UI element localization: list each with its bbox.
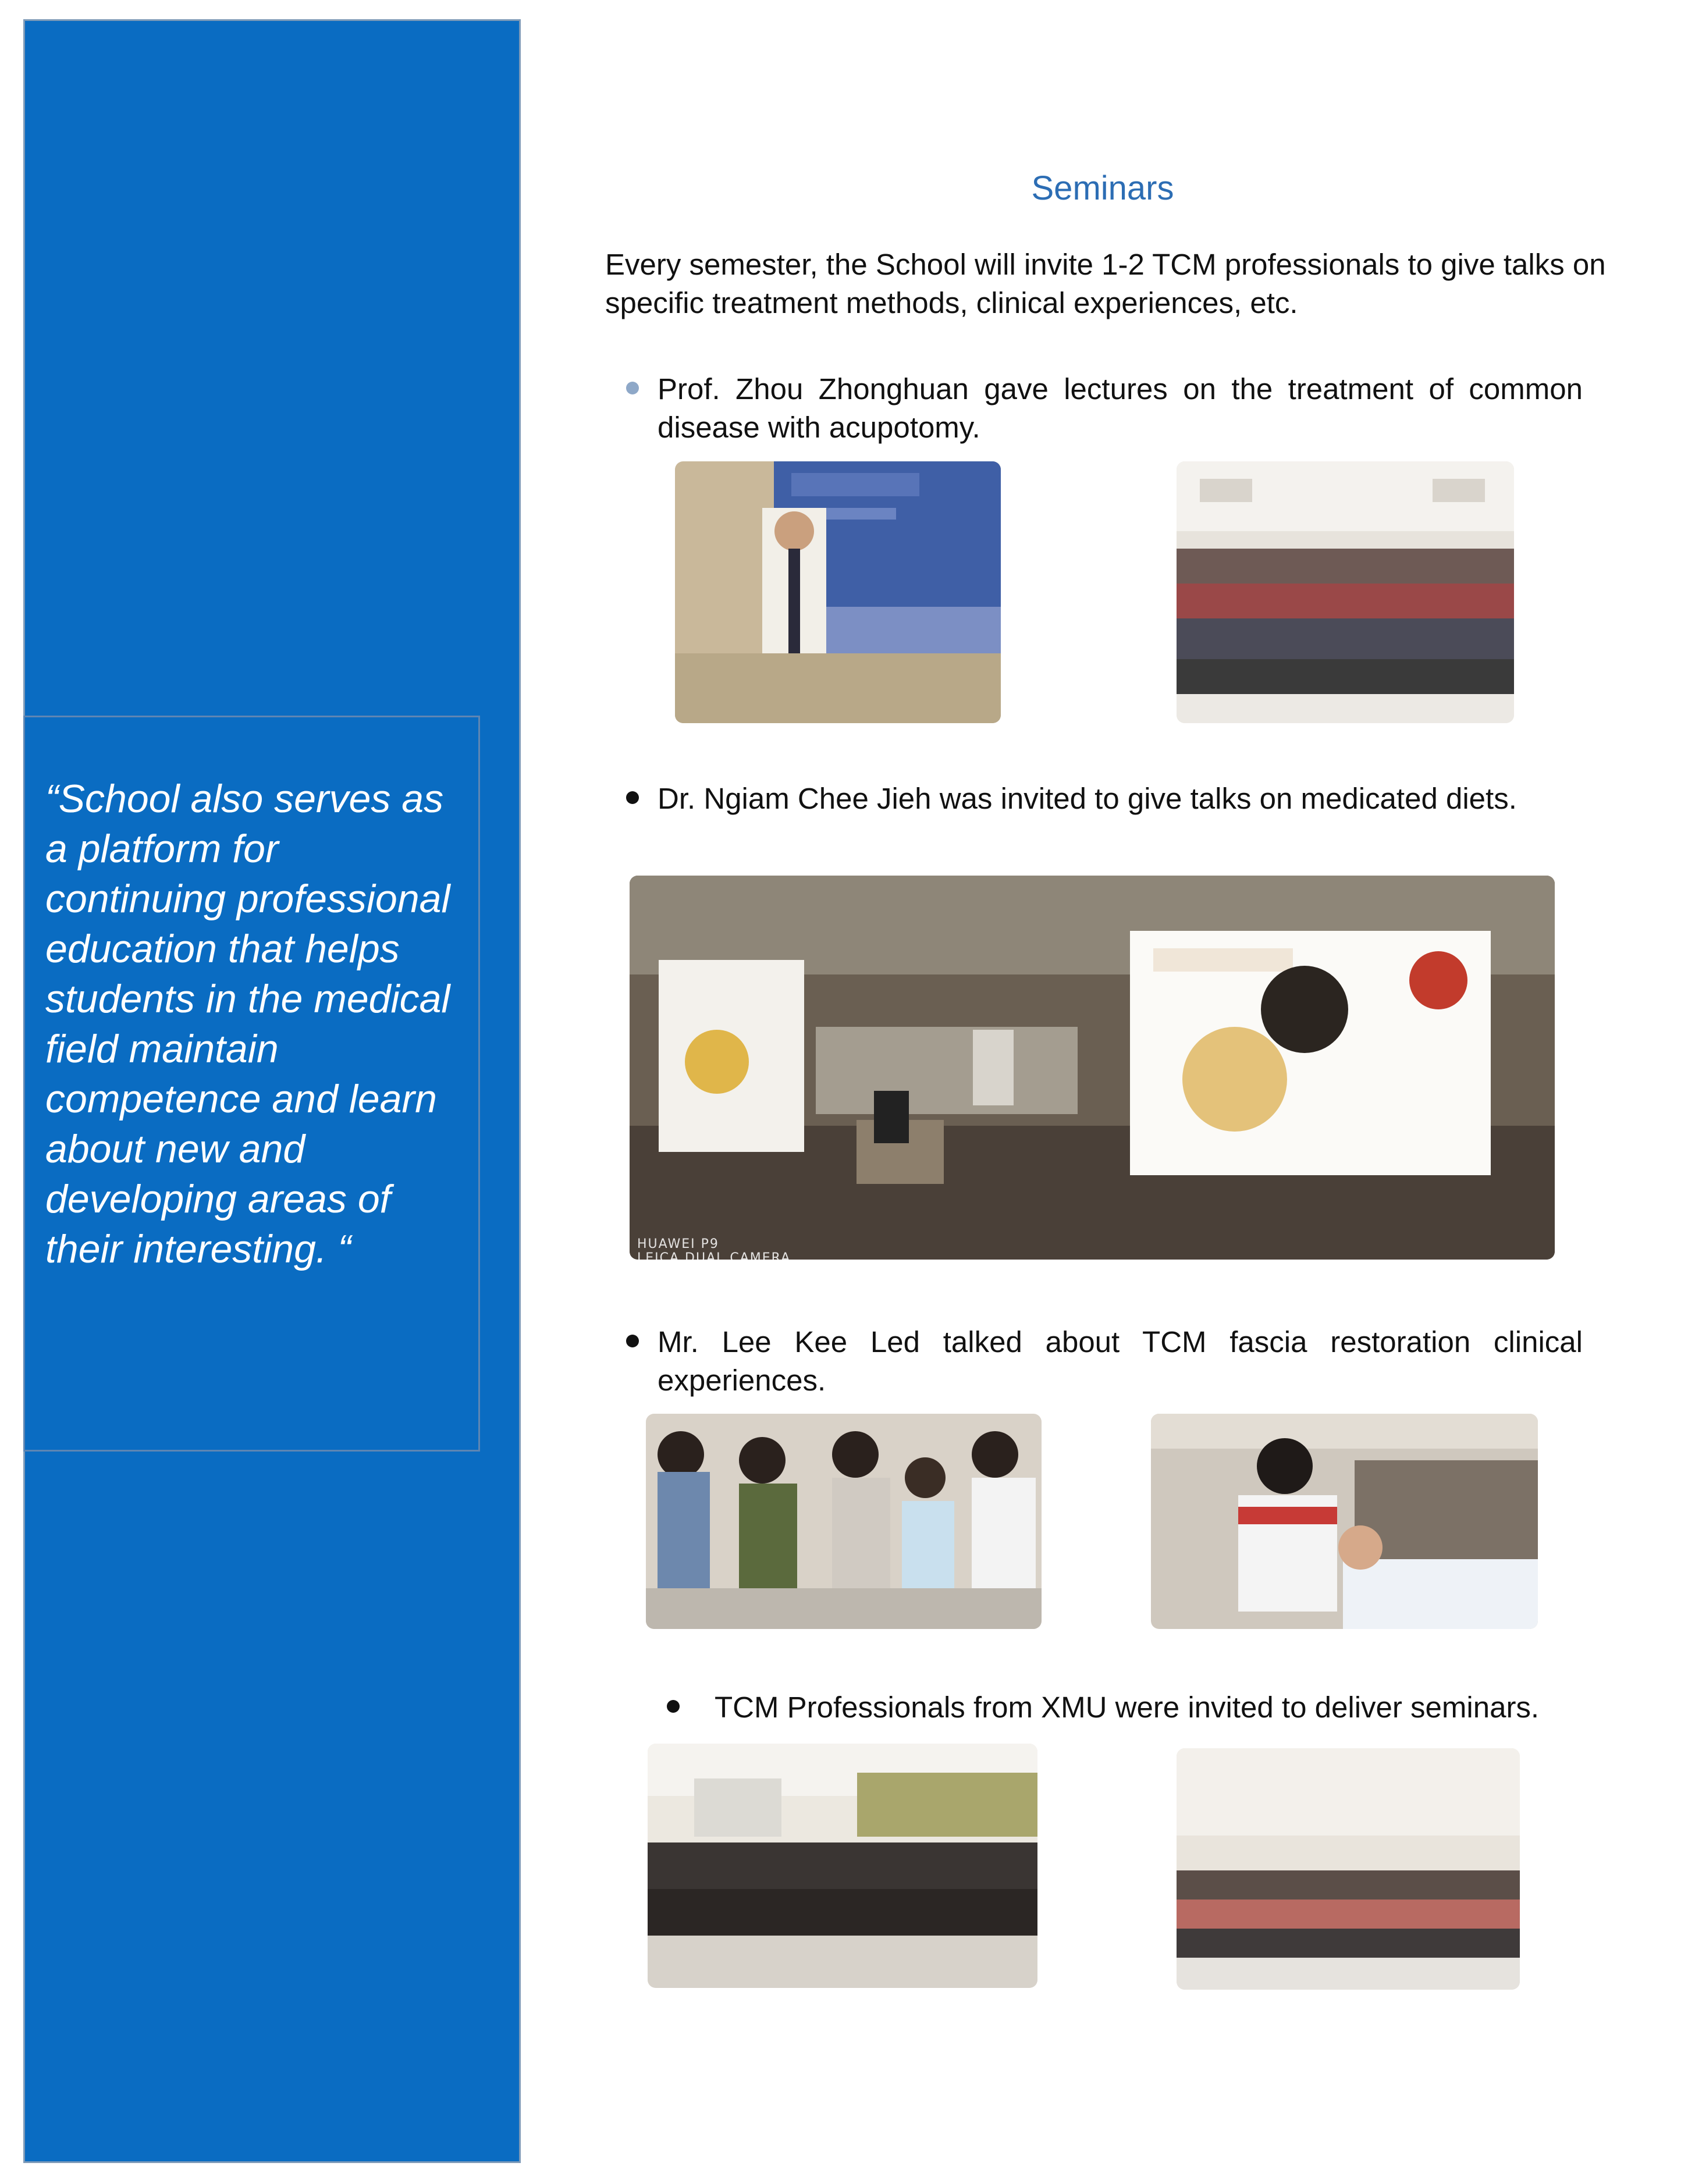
list-item-text: Prof. Zhou Zhonghuan gave lectures on the treatment of common disease with acupotomy.: [658, 372, 1583, 444]
list-item: [658, 780, 1583, 818]
list-item-text: Dr. Ngiam Chee Jieh was invited to give talks on medicated diets.: [658, 782, 1517, 815]
watermark-line: LEICA DUAL CAMERA: [637, 1251, 791, 1265]
intro-paragraph: Every semester, the School will invite 1-2 TCM professionals to give talks on specific treatment methods, clinical experiences, etc.: [605, 248, 1606, 319]
photo-watermark: [637, 1237, 791, 1265]
watermark-line: HUAWEI P9: [637, 1237, 719, 1251]
list-item: [715, 1688, 1622, 1727]
photo-lecture-hall: [648, 1744, 1037, 1988]
bullet-icon: [626, 1335, 639, 1347]
photo-seminar-group: [1177, 1748, 1520, 1990]
list-item: [658, 370, 1583, 447]
list-item-text: Mr. Lee Kee Led talked about TCM fascia restoration clinical experiences.: [658, 1325, 1583, 1397]
photo-demonstration: [1151, 1414, 1538, 1629]
bullet-icon: [667, 1700, 680, 1713]
bullet-icon: [626, 382, 639, 394]
photo-students-practice: [646, 1414, 1042, 1629]
photo-group-audience: [1177, 461, 1514, 723]
pull-quote: “School also serves as a platform for continuing professional education that helps students in the medical field maintain competence and learn about new and developing areas of their interesting. “: [45, 777, 450, 1271]
photo-lecturer-speaking: [675, 461, 1001, 723]
photo-medicated-diet-talk: [630, 876, 1555, 1260]
page-title: Seminars: [1031, 169, 1174, 207]
list-item: [658, 1323, 1583, 1400]
list-item-text: TCM Professionals from XMU were invited to deliver seminars.: [715, 1691, 1540, 1724]
bullet-icon: [626, 791, 639, 804]
